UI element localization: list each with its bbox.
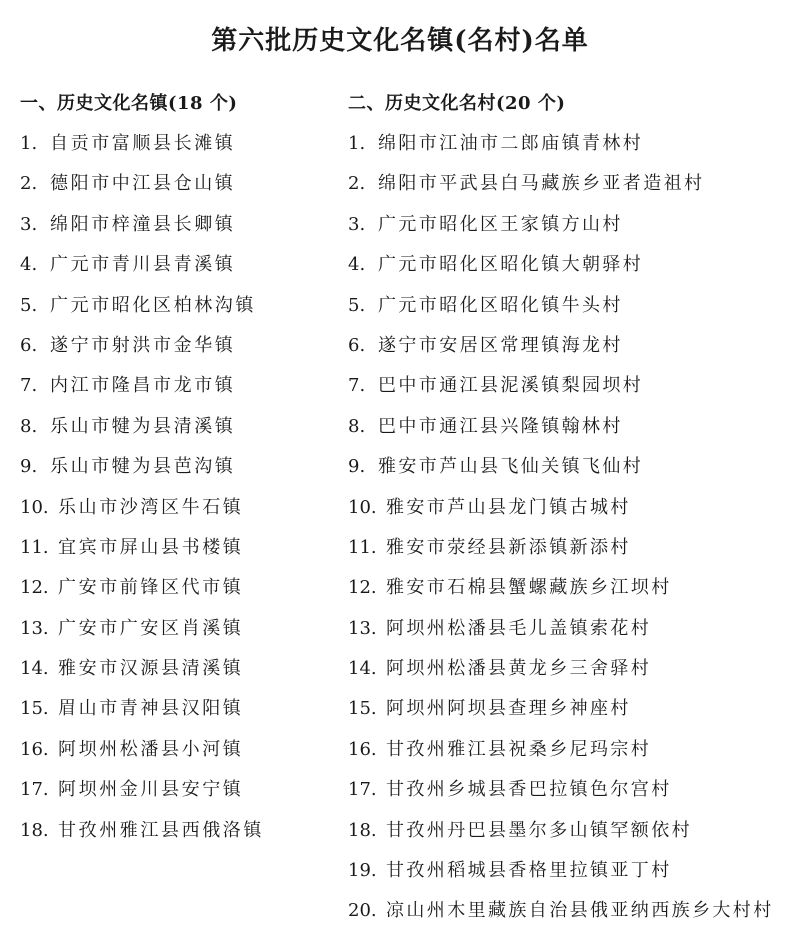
list-item-number: 8. <box>20 415 38 437</box>
list-item-name: 甘孜州雅江县西俄洛镇 <box>58 819 264 841</box>
villages-section <box>348 92 796 940</box>
village-list-item <box>348 334 796 374</box>
village-list-item <box>348 415 796 455</box>
list-item-number: 16. <box>348 738 377 760</box>
list-item-number: 9. <box>348 456 366 478</box>
list-item-name: 遂宁市安居区常理镇海龙村 <box>378 334 623 356</box>
village-list-item <box>348 374 796 414</box>
list-item-name: 雅安市芦山县飞仙关镇飞仙村 <box>378 456 644 478</box>
list-item-number: 17. <box>348 779 377 801</box>
list-item-name: 广元市昭化区昭化镇大朝驿村 <box>378 254 644 276</box>
list-item-number: 14. <box>348 658 377 680</box>
list-item-name: 眉山市青神县汉阳镇 <box>58 698 244 720</box>
list-item-name: 广安市前锋区代市镇 <box>58 577 244 599</box>
list-item-number: 12. <box>348 577 377 599</box>
towns-heading: 一、历史文化名镇(18 个) <box>20 93 238 114</box>
town-list-item <box>20 576 330 616</box>
list-item-number: 1. <box>348 133 366 154</box>
list-item-name: 甘孜州丹巴县墨尔多山镇罕额依村 <box>386 819 692 841</box>
list-item-name: 广元市昭化区柏林沟镇 <box>50 294 256 316</box>
list-item-name: 甘孜州稻城县香格里拉镇亚丁村 <box>386 860 672 882</box>
town-list-item <box>20 778 330 818</box>
list-item-number: 10. <box>348 496 377 518</box>
list-item-name: 绵阳市梓潼县长卿镇 <box>50 213 236 235</box>
town-list-item <box>20 697 330 737</box>
list-item-number: 12. <box>20 577 49 599</box>
village-list-item <box>348 294 796 334</box>
towns-section <box>20 92 330 859</box>
village-list-item <box>348 778 796 818</box>
list-item-name: 阿坝州松潘县毛儿盖镇索花村 <box>386 617 652 639</box>
town-list-item <box>20 496 330 536</box>
list-item-name: 阿坝州金川县安宁镇 <box>58 779 244 801</box>
list-item-number: 4. <box>348 254 366 276</box>
list-item-number: 9. <box>20 456 38 478</box>
list-item-number: 5. <box>20 294 38 316</box>
town-list-item <box>20 738 330 778</box>
town-list-item <box>20 415 330 455</box>
list-item-name: 乐山市犍为县清溪镇 <box>50 415 236 437</box>
villages-list <box>348 132 796 940</box>
town-list-item <box>20 253 330 293</box>
list-item-name: 德阳市中江县仓山镇 <box>50 173 236 195</box>
town-list-item <box>20 172 330 212</box>
town-list-item <box>20 213 330 253</box>
list-item-name: 绵阳市江油市二郎庙镇青林村 <box>378 133 644 154</box>
list-item-number: 11. <box>20 536 49 558</box>
list-item-number: 1. <box>20 133 38 154</box>
list-item-name: 巴中市通江县泥溪镇梨园坝村 <box>378 375 644 397</box>
village-list-item <box>348 657 796 697</box>
village-list-item <box>348 697 796 737</box>
village-list-item <box>348 576 796 616</box>
list-item-number: 18. <box>348 819 377 841</box>
list-item-number: 15. <box>20 698 49 720</box>
village-list-item <box>348 213 796 253</box>
list-item-name: 阿坝州阿坝县查理乡神座村 <box>386 698 631 720</box>
town-list-item <box>20 536 330 576</box>
list-item-number: 6. <box>348 334 366 356</box>
town-list-item <box>20 819 330 859</box>
village-list-item <box>348 899 796 939</box>
list-item-number: 10. <box>20 496 49 518</box>
list-item-name: 甘孜州雅江县祝桑乡尼玛宗村 <box>386 738 652 760</box>
list-item-number: 7. <box>20 375 38 397</box>
village-list-item <box>348 617 796 657</box>
list-item-name: 阿坝州松潘县小河镇 <box>58 738 244 760</box>
village-list-item <box>348 455 796 495</box>
list-item-number: 14. <box>20 658 49 680</box>
villages-heading: 二、历史文化名村(20 个) <box>348 93 566 114</box>
list-item-name: 乐山市犍为县芭沟镇 <box>50 456 236 478</box>
list-item-name: 雅安市汉源县清溪镇 <box>58 658 244 680</box>
village-list-item <box>348 253 796 293</box>
town-list-item <box>20 657 330 697</box>
towns-list <box>20 132 330 859</box>
village-list-item <box>348 859 796 899</box>
list-item-name: 凉山州木里藏族自治县俄亚纳西族乡大村村 <box>386 900 774 922</box>
list-item-name: 宜宾市屏山县书楼镇 <box>58 536 244 558</box>
list-item-name: 内江市隆昌市龙市镇 <box>50 375 236 397</box>
list-item-name: 甘孜州乡城县香巴拉镇色尔宫村 <box>386 779 672 801</box>
list-item-number: 7. <box>348 375 366 397</box>
list-item-name: 阿坝州松潘县黄龙乡三舍驿村 <box>386 658 652 680</box>
list-item-number: 8. <box>348 415 366 437</box>
list-item-number: 17. <box>20 779 49 801</box>
list-item-number: 5. <box>348 294 366 316</box>
page-title: 第六批历史文化名镇(名村)名单 <box>211 26 589 56</box>
village-list-item <box>348 172 796 212</box>
list-item-name: 乐山市沙湾区牛石镇 <box>58 496 244 518</box>
town-list-item <box>20 455 330 495</box>
list-item-name: 广安市广安区肖溪镇 <box>58 617 244 639</box>
list-item-number: 13. <box>20 617 49 639</box>
list-item-number: 3. <box>20 213 38 235</box>
list-item-number: 3. <box>348 213 366 235</box>
list-item-number: 15. <box>348 698 377 720</box>
list-item-number: 18. <box>20 819 49 841</box>
list-item-number: 4. <box>20 254 38 276</box>
list-item-name: 自贡市富顺县长滩镇 <box>50 133 236 154</box>
list-item-name: 雅安市芦山县龙门镇古城村 <box>386 496 631 518</box>
town-list-item <box>20 294 330 334</box>
village-list-item <box>348 132 796 172</box>
list-item-number: 16. <box>20 738 49 760</box>
village-list-item <box>348 819 796 859</box>
list-item-number: 13. <box>348 617 377 639</box>
list-item-number: 6. <box>20 334 38 356</box>
village-list-item <box>348 738 796 778</box>
list-item-name: 广元市昭化区王家镇方山村 <box>378 213 623 235</box>
list-item-number: 19. <box>348 860 377 882</box>
list-item-name: 巴中市通江县兴隆镇翰林村 <box>378 415 623 437</box>
town-list-item <box>20 617 330 657</box>
village-list-item <box>348 536 796 576</box>
list-item-number: 20. <box>348 900 377 922</box>
list-item-name: 广元市青川县青溪镇 <box>50 254 236 276</box>
list-item-number: 11. <box>348 536 377 558</box>
town-list-item <box>20 334 330 374</box>
list-item-name: 雅安市石棉县蟹螺藏族乡江坝村 <box>386 577 672 599</box>
list-item-name: 遂宁市射洪市金华镇 <box>50 334 236 356</box>
list-item-number: 2. <box>20 173 38 195</box>
town-list-item <box>20 132 330 172</box>
list-item-name: 雅安市荥经县新添镇新添村 <box>386 536 631 558</box>
list-item-name: 广元市昭化区昭化镇牛头村 <box>378 294 623 316</box>
list-item-number: 2. <box>348 173 366 195</box>
town-list-item <box>20 374 330 414</box>
list-item-name: 绵阳市平武县白马藏族乡亚者造祖村 <box>378 173 705 195</box>
village-list-item <box>348 496 796 536</box>
